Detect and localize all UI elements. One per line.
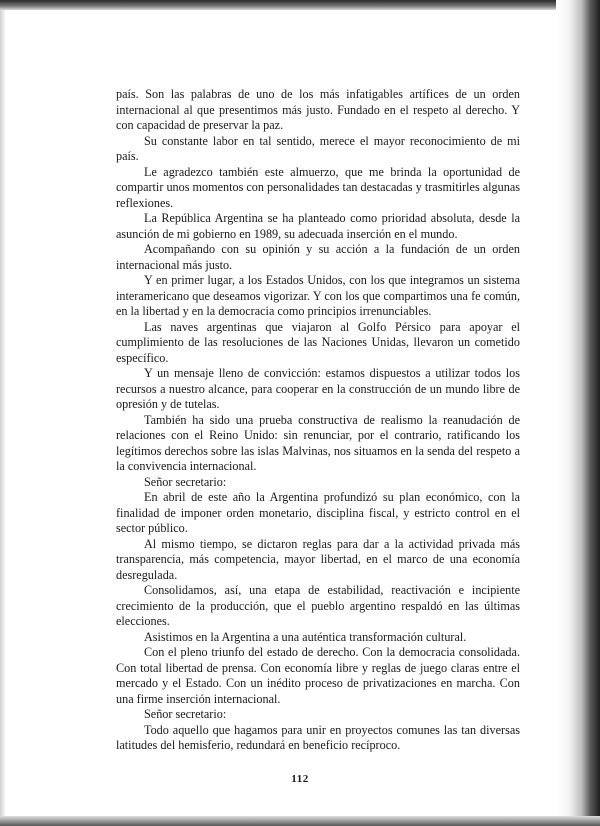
paragraph-8: Y un mensaje lleno de convicción: estamos dispuestos a utilizar todos los recursos a nuestro alcance, para cooperar en la construcción de un mundo libre de opresión y de tutelas. xyxy=(116,366,520,411)
paragraph-4: La República Argentina se ha planteado como prioridad absoluta, desde la asunción de mi gobierno en 1989, su adecuada inserción en el mundo. xyxy=(116,211,520,241)
scan-right-edge xyxy=(556,0,600,826)
paragraph-13: Asistimos en la Argentina a una auténtica transformación cultural. xyxy=(144,629,467,644)
paragraph-14: Con el pleno triunfo del estado de derecho. Con la democracia consolidada. Con total libertad de prensa. Con economía libre y reglas de juego claras entre el mercado y el Estado. Con un inédito proceso de privatizaciones en marcha. Con una firme inserción internacional. xyxy=(116,645,520,706)
scan-left-edge xyxy=(0,0,6,826)
paragraph-10: En abril de este año la Argentina profundizó su plan económico, con la finalidad de imponer orden monetario, disciplina fiscal, y estricto control en el sector público. xyxy=(116,490,520,535)
page-number: 112 xyxy=(291,773,309,785)
scan-top-edge xyxy=(0,0,600,10)
paragraph-1: país. Son las palabras de uno de los más infatigables artífices de un orden internacional al que presentimos más justo. Fundado en el respeto al derecho. Y con capacidad de preservar la paz. xyxy=(116,87,520,132)
paragraph-15: Todo aquello que hagamos para unir en proyectos comunes las tan diversas latitudes del hemisferio, redundará en beneficio recíproco. xyxy=(116,722,520,752)
paragraph-12: Consolidamos, así, una etapa de estabilidad, reactivación e incipiente crecimiento de la producción, que el pueblo argentino respaldó en las últimas elecciones. xyxy=(116,583,520,628)
paragraph-9: También ha sido una prueba constructiva de realismo la reanudación de relaciones con el Reino Unido: sin renunciar, por el contrario, ratificando los legítimos derechos sobre las islas Malvinas, nos situamos en la senda del respeto a la convivencia internacional. xyxy=(116,412,520,473)
paragraph-2: Su constante labor en tal sentido, merece el mayor reconocimiento de mi país. xyxy=(116,133,520,163)
salutation-1: Señor secretario: xyxy=(144,474,227,489)
scan-bottom-edge xyxy=(0,816,600,826)
body-text xyxy=(116,87,520,754)
paragraph-3: Le agradezco también este almuerzo, que me brinda la oportunidad de compartir unos momentos con personalidades tan destacadas y trasmitirles algunas reflexiones. xyxy=(116,164,520,210)
salutation-2: Señor secretario: xyxy=(144,707,227,721)
paragraph-6: Y en primer lugar, a los Estados Unidos, con los que integramos un sistema interamericano que deseamos vigorizar. Y con los que compartimos una fe común, en la libertad y en la democracia como principios irrenunciables. xyxy=(116,273,520,318)
paragraph-11: Al mismo tiempo, se dictaron reglas para dar a la actividad privada más transparencia, más competencia, mayor libertad, en el marco de una economía desregulada. xyxy=(116,536,520,582)
paragraph-7: Las naves argentinas que viajaron al Golfo Pérsico para apoyar el cumplimiento de las resoluciones de las Naciones Unidas, llevaron un cometido específico. xyxy=(116,319,520,365)
paragraph-5: Acompañando con su opinión y su acción a la fundación de un orden internacional más justo. xyxy=(116,242,520,272)
